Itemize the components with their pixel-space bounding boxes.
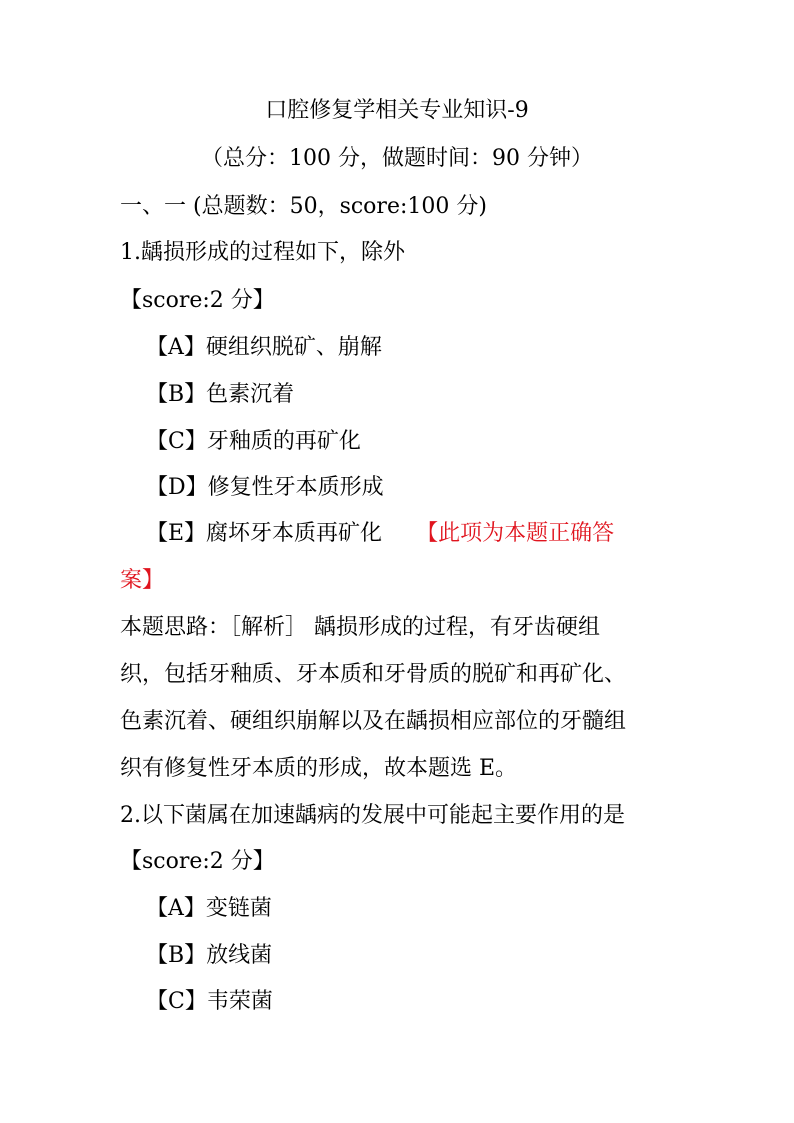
question-1-explanation-line-1: 本题思路：［解析］ 龋损形成的过程，有牙齿硬组 bbox=[120, 615, 600, 640]
question-1-option-e bbox=[146, 519, 614, 549]
correct-answer-mark-continued: 案】 bbox=[120, 568, 165, 593]
question-1-explanation-line-3: 色素沉着、硬组织崩解以及在龋损相应部位的牙髓组 bbox=[120, 709, 627, 734]
question-2-option-c: 【C】韦荣菌 bbox=[146, 989, 273, 1014]
correct-answer-mark: 【此项为本题正确答 bbox=[416, 521, 615, 546]
question-1-explanation-line-4: 织有修复性牙本质的形成，故本题选 E。 bbox=[120, 756, 518, 781]
question-1-option-d: 【D】修复性牙本质形成 bbox=[146, 475, 384, 500]
question-1-option-a: 【A】硬组织脱矿、崩解 bbox=[146, 335, 382, 360]
section-heading: 一、一 (总题数：50，score:100 分) bbox=[120, 194, 487, 219]
question-2-stem: 2.以下菌属在加速龋病的发展中可能起主要作用的是 bbox=[120, 803, 625, 828]
question-1-option-c: 【C】牙釉质的再矿化 bbox=[146, 429, 361, 454]
question-1-option-e-text: 【E】腐坏牙本质再矿化 bbox=[146, 521, 383, 546]
question-1-score: 【score:2 分】 bbox=[120, 288, 275, 313]
question-1-explanation-line-2: 织，包括牙釉质、牙本质和牙骨质的脱矿和再矿化、 bbox=[120, 662, 627, 687]
question-2-option-a: 【A】变链菌 bbox=[146, 896, 272, 921]
question-2-score: 【score:2 分】 bbox=[120, 849, 275, 874]
document-title: 口腔修复学相关专业知识-9 bbox=[265, 98, 529, 123]
document-subtitle: （总分：100 分，做题时间：90 分钟） bbox=[201, 146, 593, 171]
question-1-option-b: 【B】色素沉着 bbox=[146, 382, 295, 407]
question-1-stem: 1.龋损形成的过程如下，除外 bbox=[120, 240, 405, 265]
question-2-option-b: 【B】放线菌 bbox=[146, 943, 273, 968]
